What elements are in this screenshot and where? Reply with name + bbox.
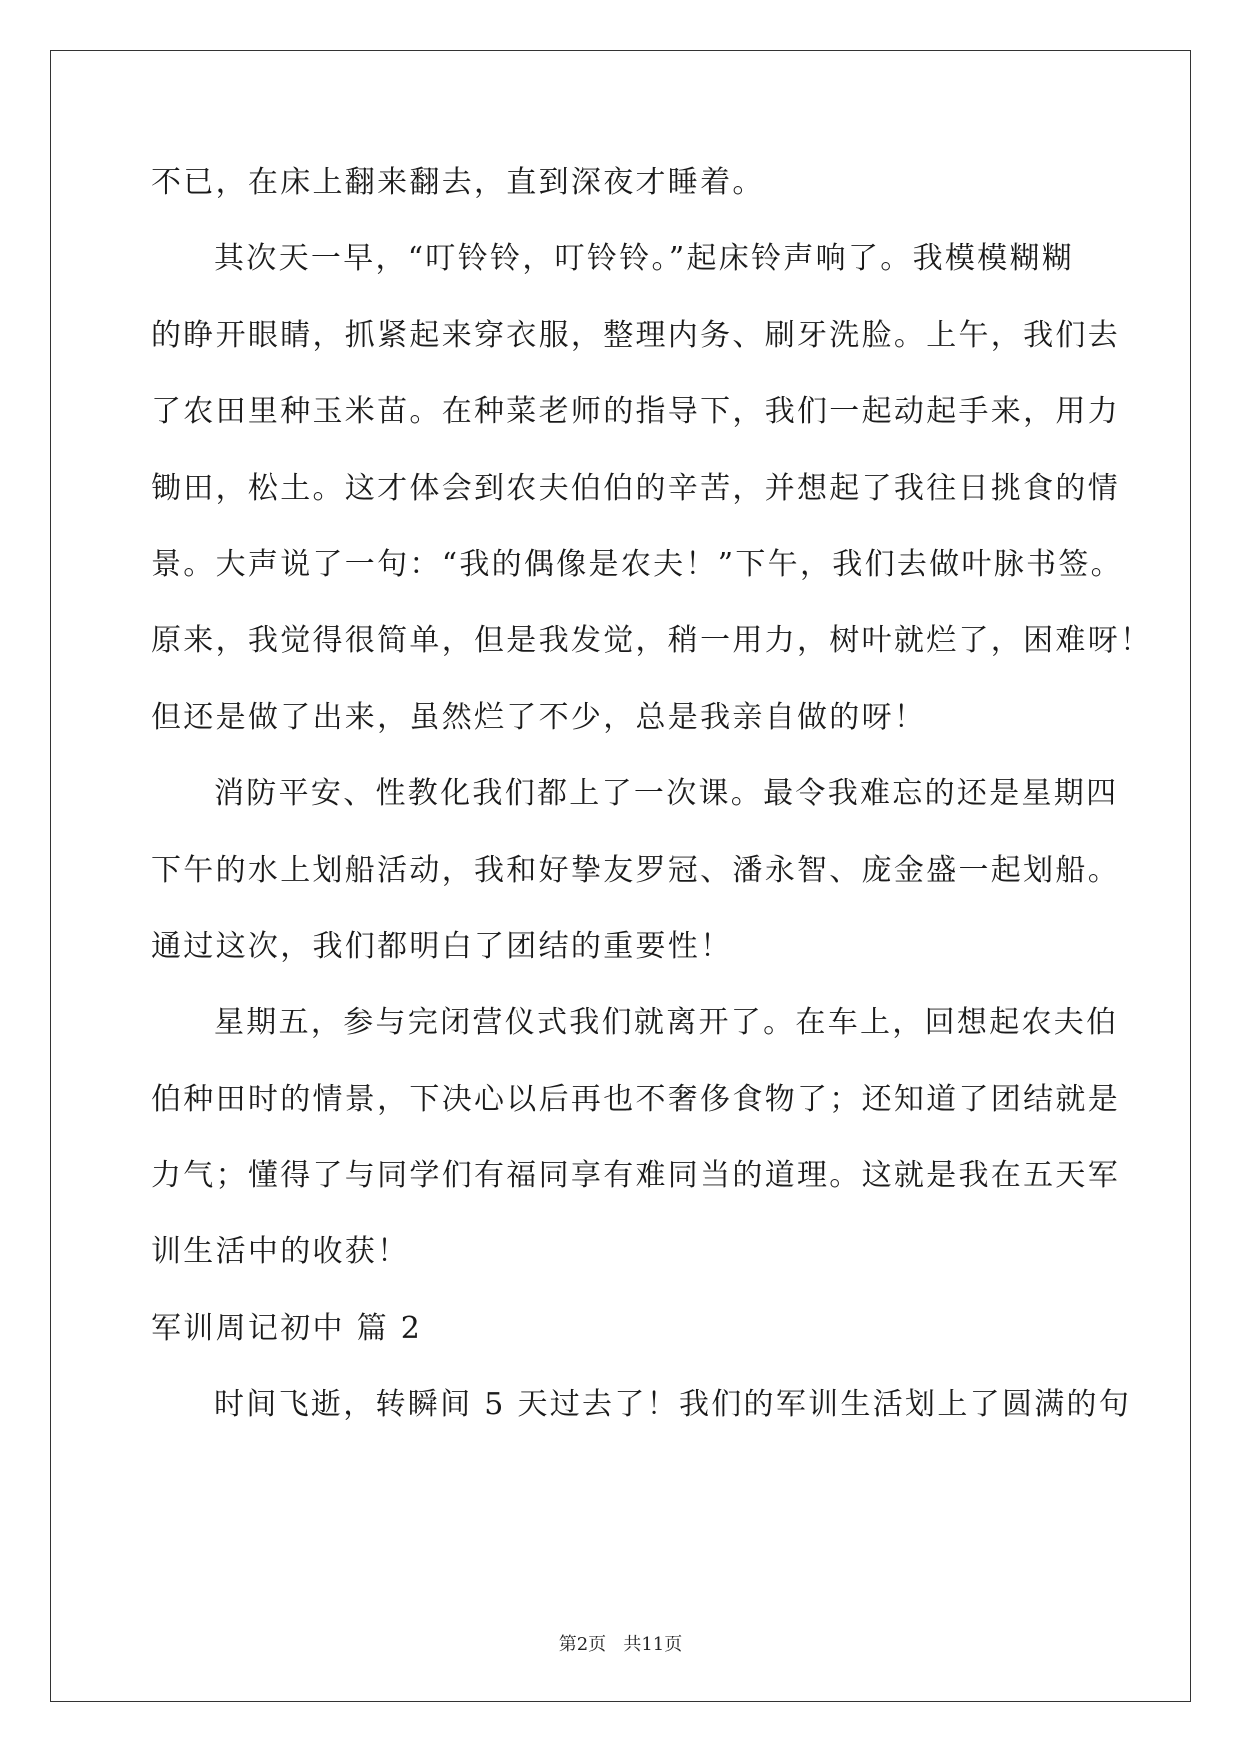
- text-line: 原来，我觉得很简单，但是我发觉，稍一用力，树叶就烂了，困难呀！: [151, 623, 1153, 659]
- page-number-footer: [0, 1633, 1241, 1657]
- text-line: 星期五，参与完闭营仪式我们就离开了。在车上，回想起农夫伯: [214, 1005, 1119, 1041]
- text-line: 训生活中的收获！: [151, 1234, 410, 1270]
- document-body: [151, 163, 1153, 1462]
- section-heading: 军训周记初中 篇 2: [151, 1310, 423, 1346]
- text-line: 下午的水上划船活动，我和好挚友罗冠、潘永智、庞金盛一起划船。: [151, 852, 1120, 888]
- text-line: 的睁开眼睛，抓紧起来穿衣服，整理内务、刷牙洗脸。上午，我们去: [151, 317, 1120, 353]
- text-line: 消防平安、性教化我们都上了一次课。最令我难忘的还是星期四: [214, 776, 1119, 812]
- text-line: 不已，在床上翻来翻去，直到深夜才睡着。: [151, 165, 765, 200]
- text-line: 时间飞逝，转瞬间 5 天过去了！我们的军训生活划上了圆满的句: [214, 1387, 1132, 1423]
- text-line: 力气；懂得了与同学们有福同享有难同当的道理。这就是我在五天军: [151, 1158, 1120, 1194]
- text-line: 锄田，松土。这才体会到农夫伯伯的辛苦，并想起了我往日挑食的情: [151, 470, 1120, 506]
- text-line: 其次天一早，“叮铃铃，叮铃铃。”起床铃声响了。我模模糊糊: [214, 241, 1075, 277]
- page-number-label: 第2页 共11页: [558, 1634, 683, 1655]
- text-line: 了农田里种玉米苗。在种菜老师的指导下，我们一起动起手来，用力: [151, 394, 1120, 430]
- text-line: 通过这次，我们都明白了团结的重要性！: [151, 928, 733, 964]
- text-line: 但还是做了出来，虽然烂了不少，总是我亲自做的呀！: [151, 699, 927, 735]
- text-line: 景。大声说了一句：“我的偶像是农夫！”下午，我们去做叶脉书签。: [151, 546, 1123, 582]
- text-line: 伯种田时的情景，下决心以后再也不奢侈食物了；还知道了团结就是: [151, 1081, 1120, 1117]
